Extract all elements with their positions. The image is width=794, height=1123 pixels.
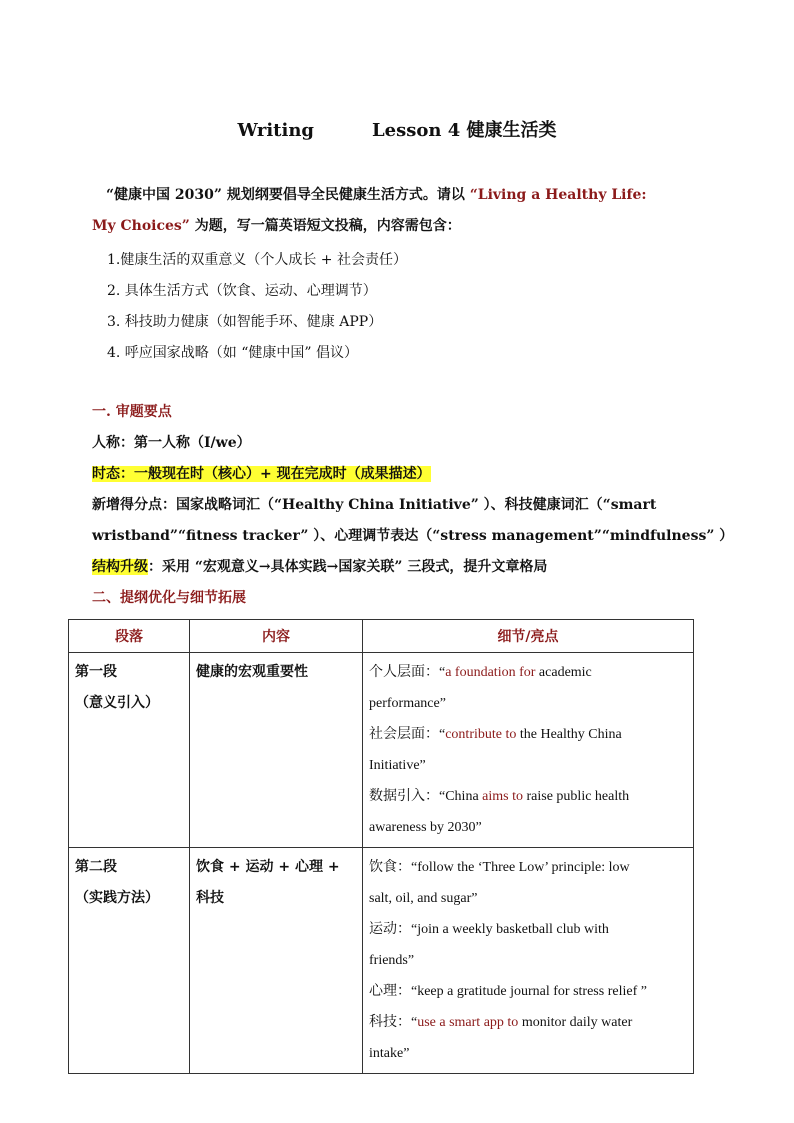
detail-line	[369, 945, 687, 976]
requirement-item: 4. 呼应国家战略（如 “健康中国” 倡议）	[107, 345, 359, 361]
detail-text: performance”	[369, 696, 446, 711]
detail-line	[369, 688, 687, 719]
structure-text: ：采用 “宏观意义→具体实践→国家关联” 三段式，提升文章格局	[148, 559, 548, 575]
bonus-line-1: 新增得分点：国家战略词汇（“Healthy China Initiative” ）、科技健康词汇（“smart	[92, 497, 657, 513]
bonus-line-2: wristband”“fitness tracker” ）、心理调节表达（“stress management”“mindfulness” ）	[92, 528, 734, 544]
person-line: 人称：第一人称（I/we）	[92, 435, 251, 451]
detail-text: 社会层面：“	[369, 727, 446, 742]
intro-text-1: “健康中国 2030” 规划纲要倡导全民健康生活方式。请以	[106, 187, 470, 203]
header-paragraph: 段落	[69, 620, 190, 653]
detail-line	[369, 657, 687, 688]
table-row	[69, 848, 694, 1074]
detail-text: salt, oil, and sugar”	[369, 891, 478, 906]
section1-prefix: 一.	[92, 404, 116, 420]
title-writing: Writing	[237, 120, 315, 141]
structure-label: 结构升级	[92, 559, 148, 575]
requirement-item: 3. 科技助力健康（如智能手环、健康 APP）	[107, 314, 383, 330]
detail-line	[369, 812, 687, 843]
detail-line	[369, 750, 687, 781]
detail-line	[369, 719, 687, 750]
table-row	[69, 653, 694, 848]
detail-text: Initiative”	[369, 758, 426, 773]
content-text: 饮食 + 运动 + 心理 + 科技	[196, 859, 340, 906]
detail-text: 运动：“join a weekly basketball club with	[369, 922, 609, 937]
detail-line	[369, 781, 687, 812]
section1-heading: 审题要点	[115, 404, 172, 420]
content-cell	[190, 653, 363, 848]
detail-text: friends”	[369, 953, 415, 968]
detail-text: academic	[535, 665, 592, 680]
detail-text: 心理：“keep a gratitude journal for stress relief ”	[369, 984, 647, 999]
detail-text: 个人层面：“	[369, 665, 446, 680]
para-name: 第一段	[75, 664, 117, 680]
intro-paragraph	[92, 180, 692, 242]
requirement-item: 1.健康生活的双重意义（个人成长 + 社会责任）	[107, 252, 407, 268]
requirements-list	[107, 245, 407, 369]
detail-line	[369, 1007, 687, 1038]
detail-text: monitor daily water	[518, 1015, 633, 1030]
page-title	[0, 116, 794, 142]
intro-text-2: 为题，写一篇英语短文投稿，内容需包含：	[189, 218, 461, 234]
intro-title-part-2: My Choices”	[92, 218, 190, 234]
header-details: 细节/亮点	[363, 620, 694, 653]
outline-table	[68, 619, 694, 1074]
section2-heading: 二、提纲优化与细节拓展	[92, 590, 246, 606]
detail-highlight: use a smart app to	[417, 1015, 519, 1030]
detail-highlight: contribute to	[445, 727, 517, 742]
detail-highlight: a foundation for	[445, 665, 536, 680]
detail-text: raise public health	[523, 789, 630, 804]
content-text: 健康的宏观重要性	[196, 664, 308, 680]
tense-line: 时态：一般现在时（核心）+ 现在完成时（成果描述）	[92, 466, 431, 482]
detail-line	[369, 852, 687, 883]
requirement-item: 2. 具体生活方式（饮食、运动、心理调节）	[107, 283, 377, 299]
title-lesson: Lesson 4 健康生活类	[372, 120, 557, 141]
detail-text: awareness by 2030”	[369, 820, 482, 835]
details-cell	[363, 848, 694, 1074]
para-cell	[69, 848, 190, 1074]
detail-text: intake”	[369, 1046, 410, 1061]
table-header-row	[69, 620, 694, 653]
para-purpose: （实践方法）	[75, 890, 159, 906]
para-purpose: （意义引入）	[75, 695, 159, 711]
header-content: 内容	[190, 620, 363, 653]
detail-text: 饮食：“follow the ‘Three Low’ principle: low	[369, 860, 630, 875]
detail-line	[369, 1038, 687, 1069]
detail-line	[369, 883, 687, 914]
details-cell	[363, 653, 694, 848]
detail-line	[369, 914, 687, 945]
section-analysis	[92, 397, 733, 614]
para-cell	[69, 653, 190, 848]
detail-highlight: aims to	[482, 789, 523, 804]
content-cell	[190, 848, 363, 1074]
detail-text: 数据引入：“China	[369, 789, 483, 804]
detail-text: the Healthy China	[516, 727, 622, 742]
para-name: 第二段	[75, 859, 117, 875]
intro-title-part-1: “Living a Healthy Life:	[469, 187, 647, 203]
detail-text: 科技：“	[369, 1015, 418, 1030]
detail-line	[369, 976, 687, 1007]
